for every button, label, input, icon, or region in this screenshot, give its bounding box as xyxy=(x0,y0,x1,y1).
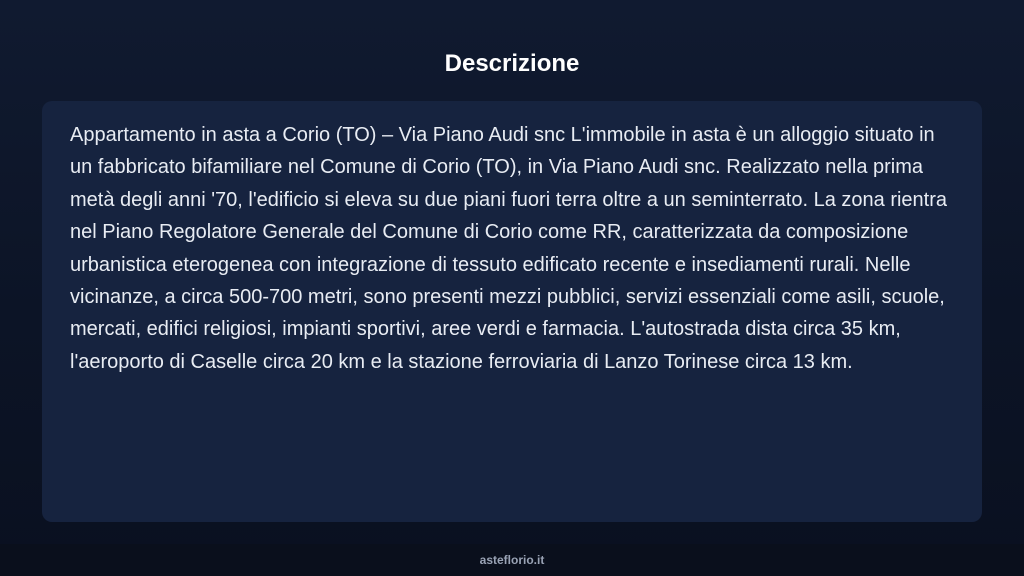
description-card xyxy=(42,101,982,522)
page-title: Descrizione xyxy=(444,50,580,77)
footer xyxy=(0,544,1024,576)
description-text: Appartamento in asta a Corio (TO) – Via Piano Audi snc L'immobile in asta è un alloggio situato in un fabbricato bifamiliare nel Comune di Corio (TO), in Via Piano Audi snc. Realizzato nella prima metà degli anni '70, l'edificio si eleva su due piani fuori terra oltre a un seminterrato. La zona rientra nel Piano Regolatore Generale del Comune di Corio come RR, caratterizzata da composizione urbanistica eterogenea con integrazione di tessuto edificato recente e insediamenti rurali. Nelle vicinanze, a circa 500-700 metri, sono presenti mezzi pubblici, servizi essenziali come asili, scuole, mercati, edifici religiosi, impianti sportivi, aree verdi e farmacia. L'autostrada dista circa 35 km, l'aeroporto di Caselle circa 20 km e la stazione ferroviaria di Lanzo Torinese circa 13 km. xyxy=(70,124,948,373)
footer-site-label: asteflorio.it xyxy=(479,553,545,567)
